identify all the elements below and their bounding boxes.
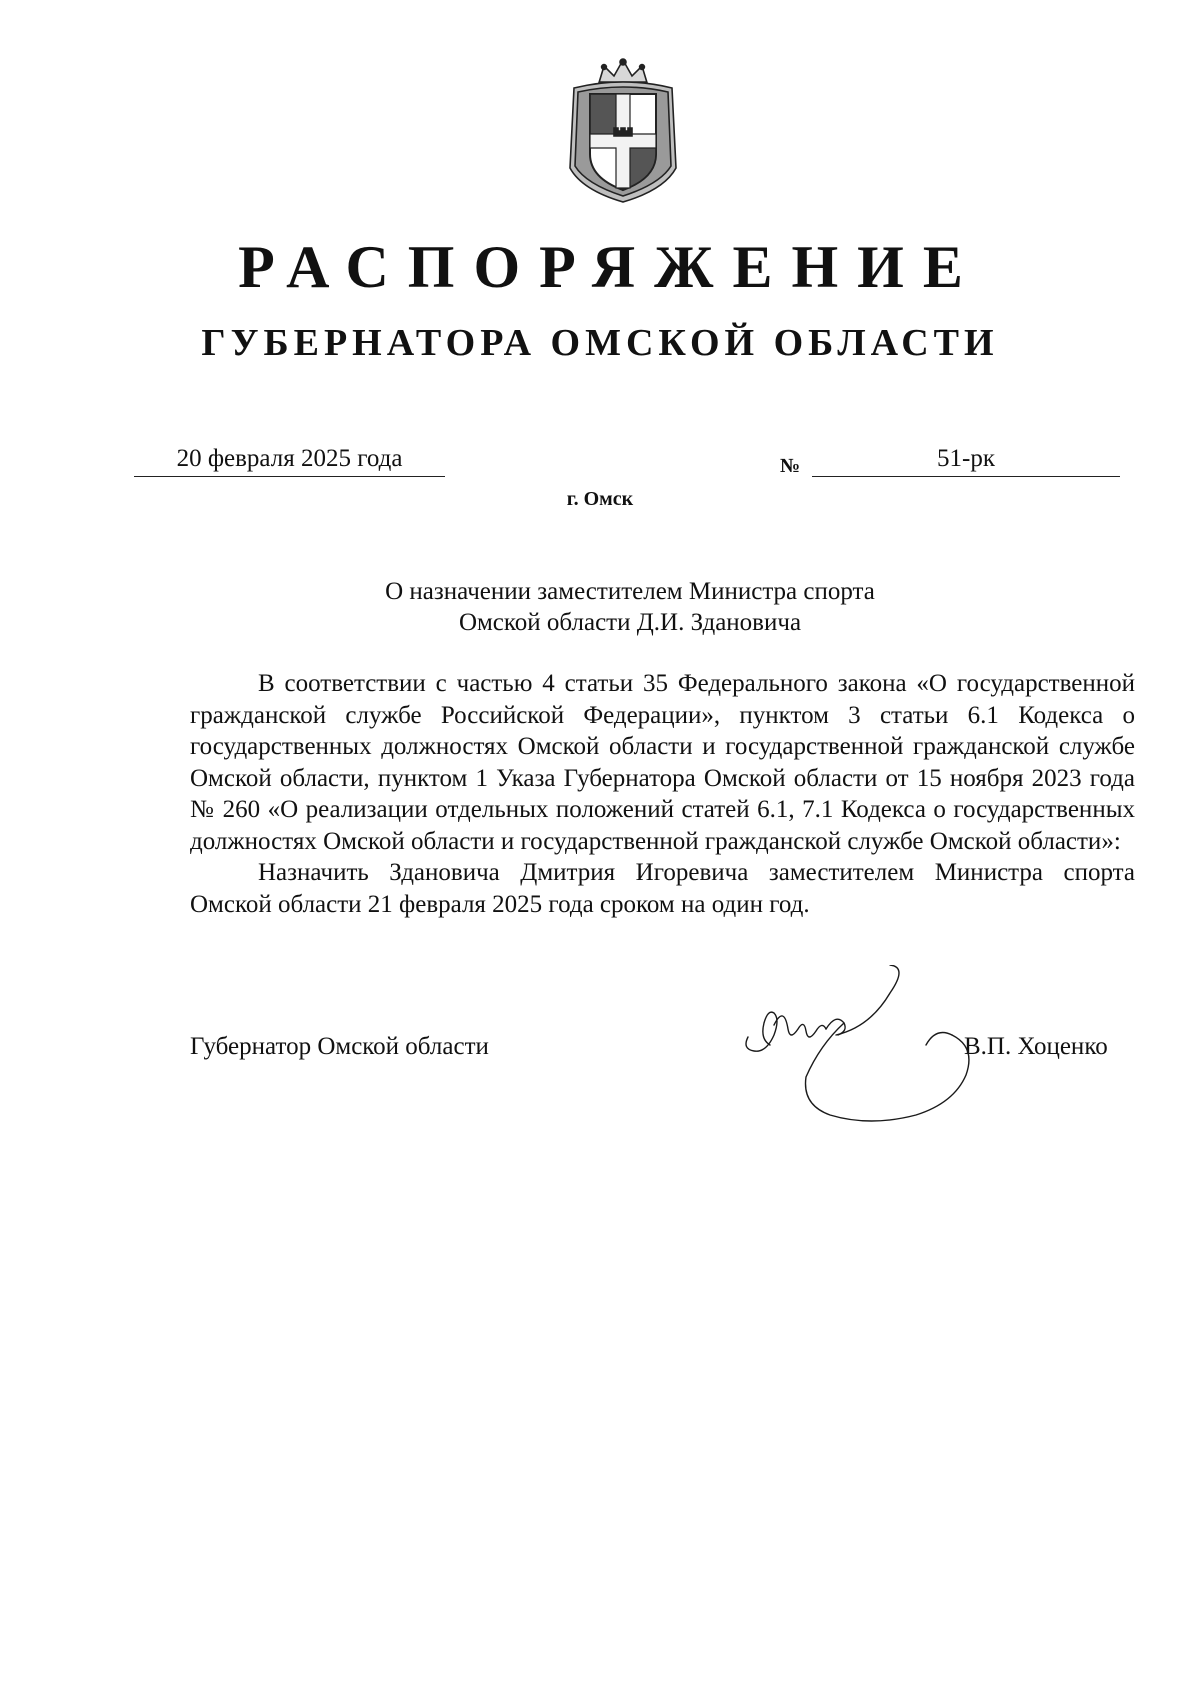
subject-line-1: О назначении заместителем Министра спорта (385, 578, 875, 605)
number-label: № (780, 455, 801, 477)
signer-name: В.П. Хоценко (964, 1033, 1108, 1060)
document-number: 51-рк (812, 444, 1120, 477)
document-subtitle: ГУБЕРНАТОРА ОМСКОЙ ОБЛАСТИ (201, 322, 999, 364)
coat-of-arms-icon (564, 58, 682, 204)
body-paragraph-appointment: Назначить Здановича Дмитрия Игоревича заместителем Министра спорта Омской области 21 февраля 2025 года сроком на один год. (190, 859, 1135, 918)
signer-position: Губернатор Омской области (190, 1033, 489, 1060)
city-label: г. Омск (566, 488, 634, 510)
date-field: 20 февраля 2025 года (134, 444, 445, 477)
document-title: РАСПОРЯЖЕНИЕ (238, 234, 982, 300)
handwritten-signature-icon (740, 965, 980, 1130)
subject-line-2: Омской области Д.И. Здановича (458, 609, 802, 636)
body-paragraph-legal-basis: В соответствии с частью 4 статьи 35 Федерального закона «О государственной гражданской службе Российской Федерации», пунктом 3 статьи 6.1 Кодекса о государственных должностях Омской области и государственной гражданской службе Омской области, пунктом 1 Указа Губернатора Омской области от 15 ноября 2023 года № 260 «О реализации отдельных положений статей 6.1, 7.1 Кодекса о государственных должностях Омской области и государственной гражданской службе Омской области»: (190, 670, 1135, 855)
document-body (190, 668, 1135, 920)
